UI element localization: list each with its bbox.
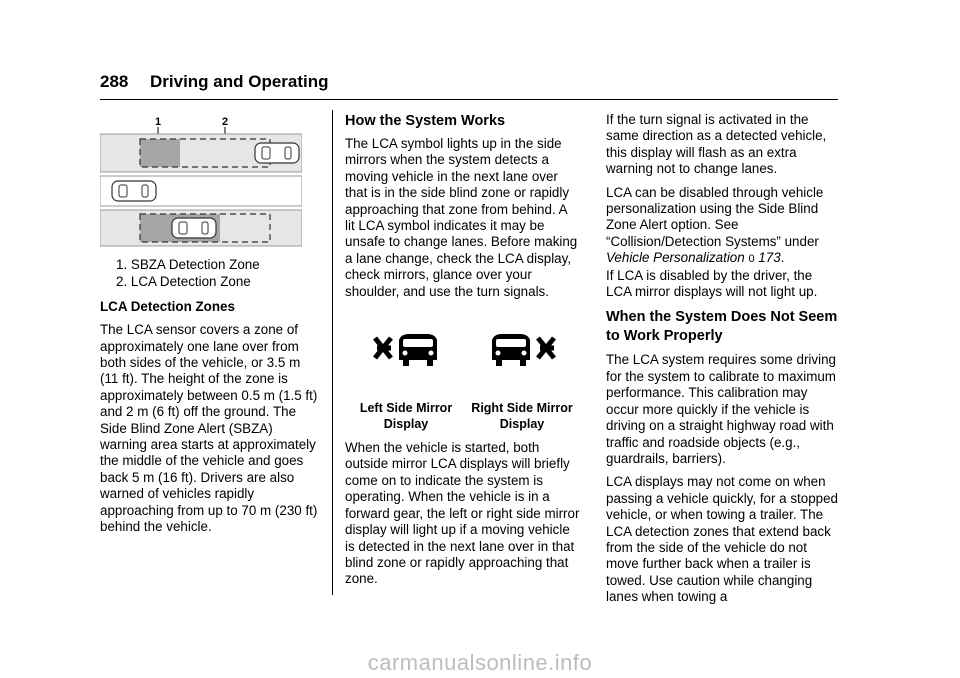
right-mirror-caption: Right Side Mirror Display xyxy=(471,401,573,432)
subheading: LCA Detection Zones xyxy=(100,298,235,314)
column-middle xyxy=(345,112,580,595)
legend-item: 2. LCA Detection Zone xyxy=(116,274,251,290)
left-mirror-caption: Left Side Mirror Display xyxy=(359,401,453,432)
watermark: carmanualsonline.info xyxy=(367,650,593,675)
page-number: 288 xyxy=(100,72,129,91)
column-right xyxy=(606,112,840,613)
detection-zone-figure xyxy=(100,112,302,247)
section-heading: When the System Does Not Seem to Work Properly xyxy=(606,309,838,345)
right-mirror-lca-icon xyxy=(490,332,556,372)
sbza-zone-top xyxy=(140,139,180,167)
paragraph: LCA displays may not come on when passing a vehicle quickly, for a stopped vehicle, or when towing a trailer. The LCA detection zones that extend back from the side of the vehicle do not move further back when a trailer is towed. Use caution while changing lanes when towing a xyxy=(606,474,838,605)
page-ref-icon: 0 xyxy=(748,253,755,266)
paragraph: If LCA is disabled by the driver, the LCA mirror displays will not light up. xyxy=(606,267,818,300)
left-mirror-lca-icon xyxy=(373,332,439,372)
callout-2-label: 2 xyxy=(222,116,229,128)
paragraph: When the vehicle is started, both outside mirror LCA displays will briefly come on to indicate the system is operating. When the vehicle is in a forward gear, the left or right side mirror display will light up if a moving vehicle is detected in the next lane over in that blind zone or rapidly approaching that zone. xyxy=(345,440,580,587)
column-divider xyxy=(332,110,333,595)
car-icon xyxy=(172,218,216,238)
figure-legend xyxy=(116,257,322,291)
callout-1-label: 1 xyxy=(155,116,162,128)
page-header xyxy=(100,72,329,92)
mirror-display-figure xyxy=(345,310,580,440)
paragraph: LCA can be disabled through vehicle personalization using the Side Blind Zone Alert option. See “Collision/Detection Systems” under Vehicle Personalization 0 173. xyxy=(606,184,824,266)
legend-item: 1. SBZA Detection Zone xyxy=(116,257,260,272)
car-icon xyxy=(255,143,299,163)
cross-reference-link[interactable]: Vehicle Personalization xyxy=(606,250,745,266)
section-title: Driving and Operating xyxy=(150,72,329,91)
paragraph: The LCA sensor covers a zone of approximately one lane over from both sides of the vehicle, or 3.5 m (11 ft). The height of the zone is approximately between 0.5 m (1.5 ft) and 2 m (6 ft) off the ground. The Side Blind Zone Alert (SBZA) warning area starts at approximately the middle of the vehicle and goes back 5 m (16 ft). Drivers are also warned of vehicles rapidly approaching from up to 70 m (230 ft) behind the vehicle. xyxy=(100,322,318,535)
paragraph: The LCA system requires some driving for the system to calibrate to maximum performance. This calibration may occur more quickly if the vehicle is driving on a straight highway road with traffic and roadside objects (e.g., guardrails, barriers). xyxy=(606,352,836,466)
paragraph: If the turn signal is activated in the same direction as a detected vehicle, this display will flash as an extra warning not to change lanes. xyxy=(606,112,827,177)
section-heading: How the System Works xyxy=(345,113,506,129)
paragraph: The LCA symbol lights up in the side mirrors when the system detects a moving vehicle in the next lane over that is in the side blind zone or rapidly approaching that zone from behind. A lit LCA symbol indicates it may be unsafe to change lanes. Before making a lane change, check the LCA display, check mirrors, glance over your shoulder, and use the turn signals. xyxy=(345,136,578,299)
column-left xyxy=(100,112,322,543)
page-reference[interactable]: 173 xyxy=(758,250,781,266)
car-icon xyxy=(112,181,156,201)
header-rule xyxy=(100,99,838,100)
